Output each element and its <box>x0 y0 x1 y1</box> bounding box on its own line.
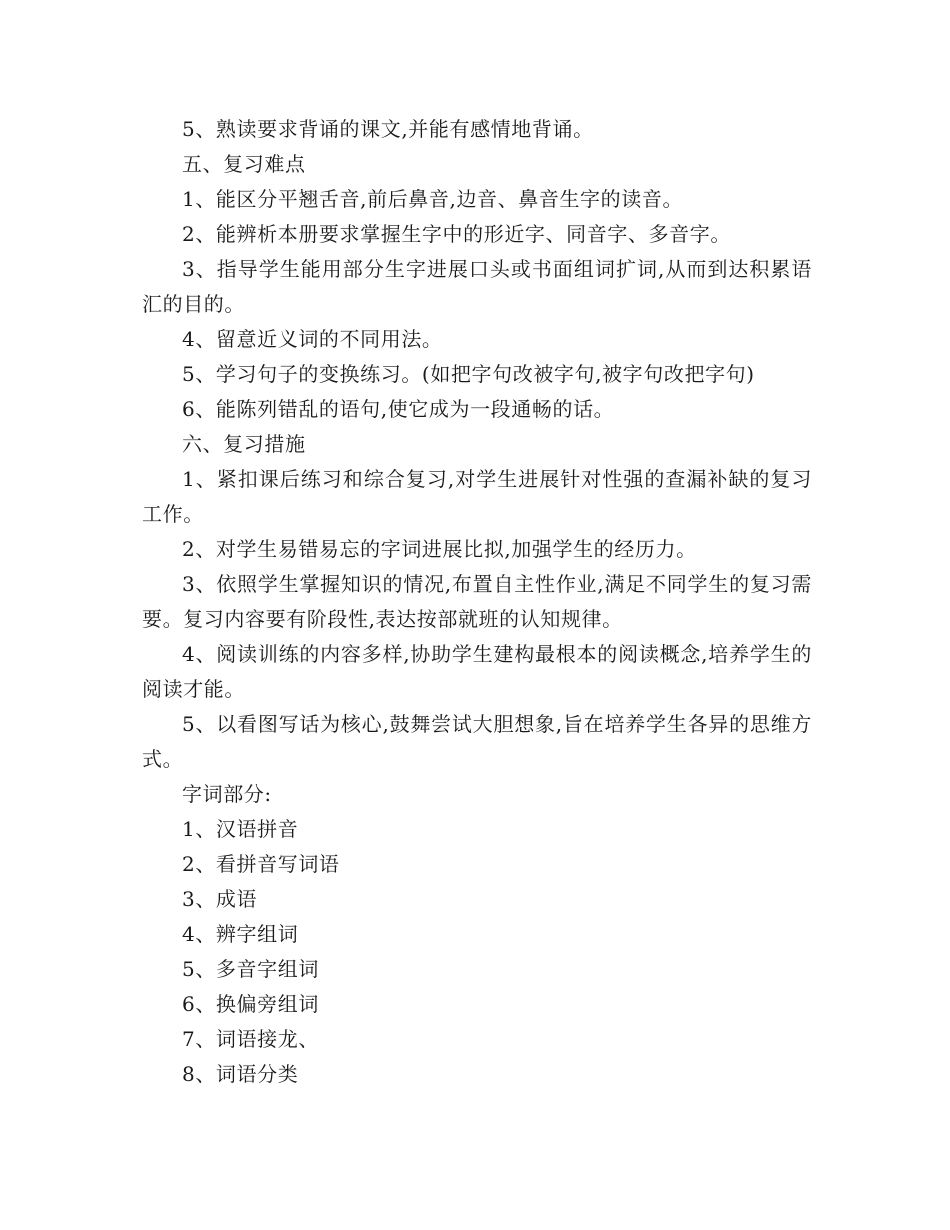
list-item: 4、辨字组词 <box>182 922 299 946</box>
list-item: 1、能区分平翘舌音,前后鼻音,边音、鼻音生字的读音。 <box>182 187 684 211</box>
list-item: 7、词语接龙、 <box>182 1027 319 1051</box>
section-heading: 六、复习措施 <box>182 432 306 456</box>
list-item: 1、紧扣课后练习和综合复习,对学生进展针对性强的查漏补缺的复习工作。 <box>142 467 812 526</box>
list-item: 3、指导学生能用部分生字进展口头或书面组词扩词,从而到达积累语汇的目的。 <box>142 257 812 316</box>
list-item: 6、能陈列错乱的语句,使它成为一段通畅的话。 <box>182 397 615 421</box>
list-item: 5、熟读要求背诵的课文,并能有感情地背诵。 <box>182 117 594 141</box>
list-item: 8、词语分类 <box>182 1062 299 1086</box>
list-item: 4、阅读训练的内容多样,协助学生建构最根本的阅读概念,培养学生的阅读才能。 <box>142 642 812 701</box>
list-item: 5、以看图写话为核心,鼓舞尝试大胆想象,旨在培养学生各异的思维方式。 <box>142 712 812 771</box>
list-item: 2、看拼音写词语 <box>182 852 340 876</box>
list-item: 3、成语 <box>182 887 258 911</box>
list-item: 3、依照学生掌握知识的情况,布置自主性作业,满足不同学生的复习需要。复习内容要有阶段性,表达按部就班的认知规律。 <box>142 572 812 631</box>
section-heading: 字词部分: <box>182 782 272 806</box>
list-item: 5、学习句子的变换练习。(如把字句改被字句,被字句改把字句) <box>182 362 755 386</box>
list-item: 5、多音字组词 <box>182 957 319 981</box>
list-item: 6、换偏旁组词 <box>182 992 319 1016</box>
list-item: 1、汉语拼音 <box>182 817 299 841</box>
section-heading: 五、复习难点 <box>182 152 306 176</box>
document-body <box>142 112 812 1092</box>
list-item: 2、能辨析本册要求掌握生字中的形近字、同音字、多音字。 <box>182 222 731 246</box>
list-item: 2、对学生易错易忘的字词进展比拟,加强学生的经历力。 <box>182 537 697 561</box>
list-item: 4、留意近义词的不同用法。 <box>182 327 443 351</box>
